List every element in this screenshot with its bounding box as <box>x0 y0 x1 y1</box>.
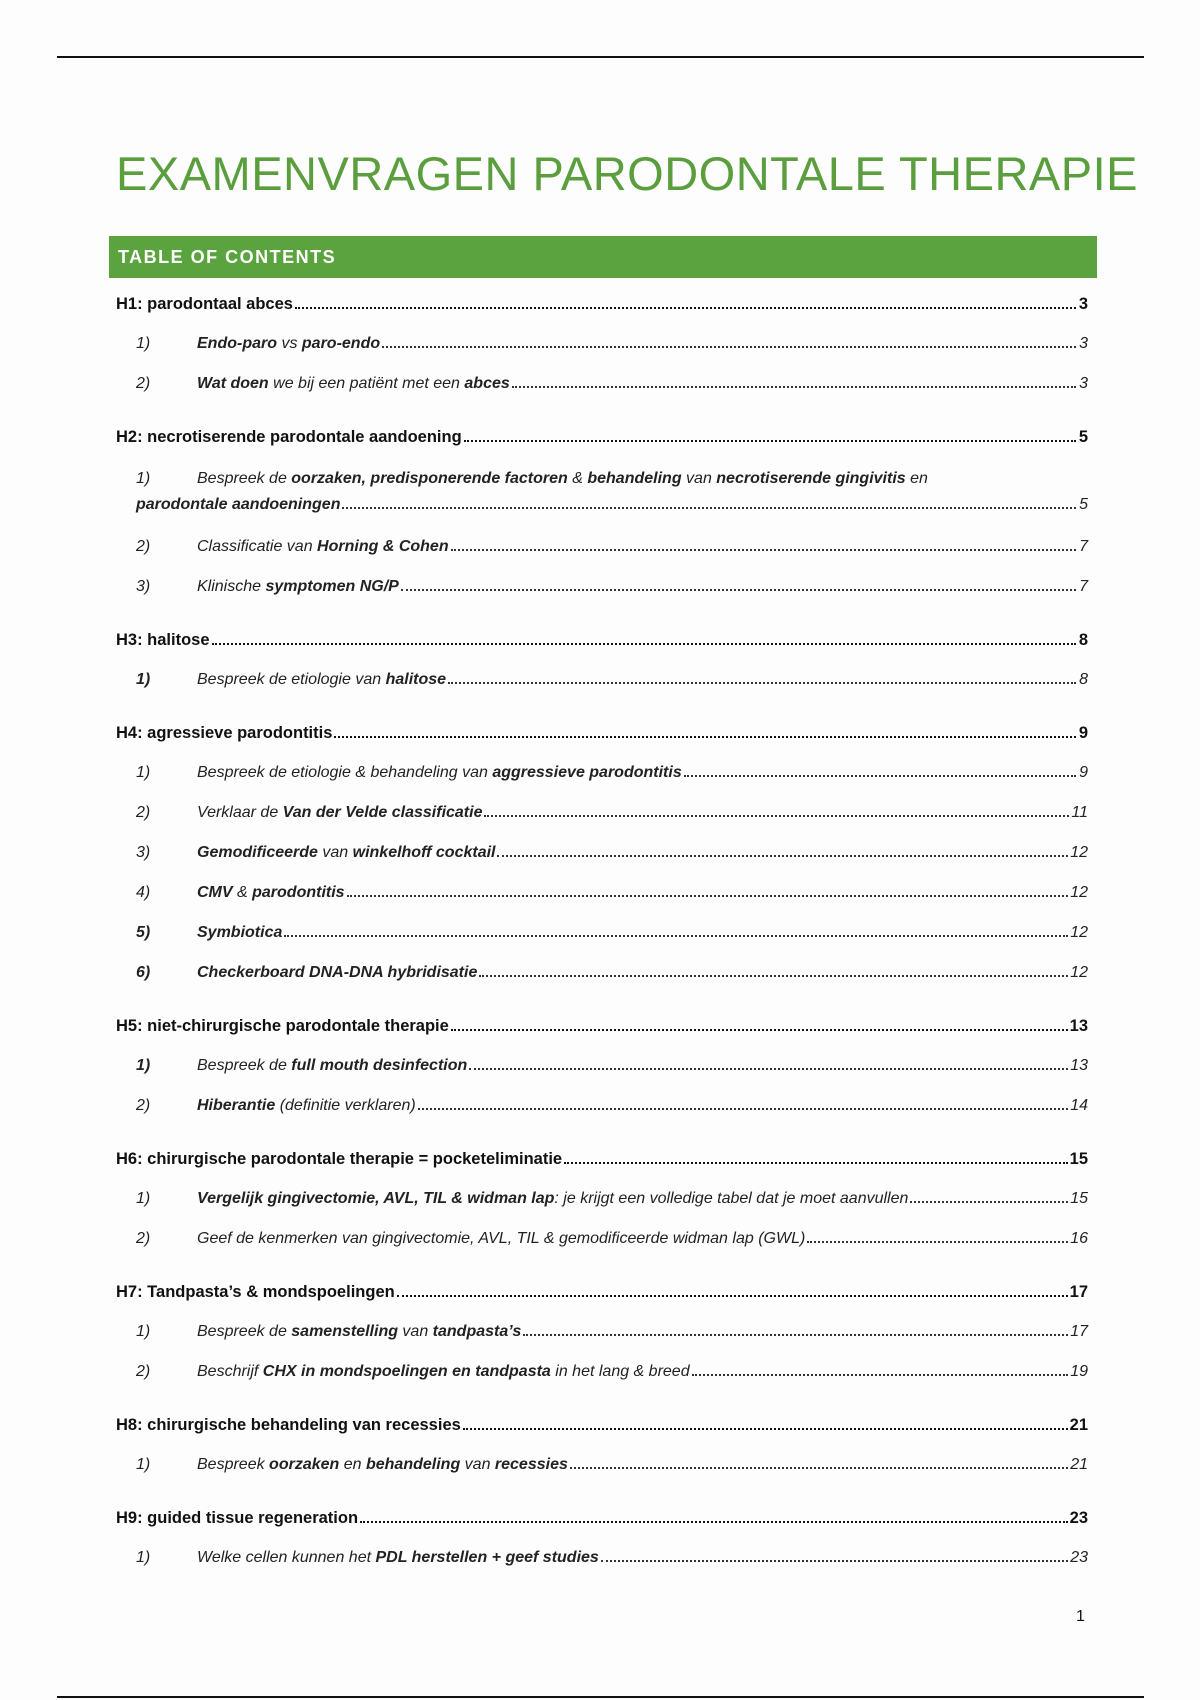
toc-text-part: Bespreek <box>197 1456 270 1473</box>
toc-leader-dots <box>295 306 1076 309</box>
toc-leader-dots <box>463 1427 1068 1430</box>
toc-chapter-entry[interactable] <box>116 1416 1088 1435</box>
toc-text-part: aggressieve parodontitis <box>492 764 682 781</box>
toc-item-number: 2) <box>136 375 151 392</box>
toc-item-number: 1) <box>136 335 151 352</box>
toc-page-number: 12 <box>1070 924 1088 941</box>
toc-leader-dots <box>469 1067 1068 1070</box>
toc-page-number: 21 <box>1069 1416 1088 1434</box>
toc-page-number: 8 <box>1079 671 1088 688</box>
toc-leader-dots <box>910 1200 1068 1203</box>
toc-leader-dots <box>212 642 1076 645</box>
toc-item-number: 1) <box>136 1549 151 1566</box>
toc-text-part: van <box>397 1323 433 1340</box>
toc-item-entry[interactable] <box>136 538 1088 556</box>
toc-chapter-label: H8: chirurgische behandeling van recessies <box>116 1416 461 1434</box>
toc-item-label <box>197 924 282 942</box>
toc-item-label <box>197 764 682 782</box>
toc-item-number: 2) <box>136 1097 151 1114</box>
toc-page-number: 12 <box>1070 844 1088 861</box>
toc-leader-dots <box>601 1559 1068 1562</box>
toc-item-entry[interactable] <box>136 884 1088 902</box>
toc-item-entry[interactable] <box>136 375 1088 393</box>
toc-item-entry[interactable] <box>136 1549 1088 1567</box>
toc-leader-dots <box>334 735 1076 738</box>
toc-page-number: 13 <box>1070 1057 1088 1074</box>
toc-page-number: 8 <box>1078 631 1088 649</box>
toc-item-number: 4) <box>136 884 151 901</box>
toc-text-part: Gemodificeerde <box>197 844 318 861</box>
toc-leader-dots <box>360 1520 1068 1523</box>
toc-leader-dots <box>564 1161 1068 1164</box>
toc-heading-text: TABLE OF CONTENTS <box>118 246 337 267</box>
toc-leader-dots <box>570 1466 1068 1469</box>
toc-item-label <box>197 578 399 596</box>
toc-text-part: Checkerboard DNA-DNA hybridisatie <box>197 964 478 981</box>
toc-text-part: & <box>567 470 588 487</box>
toc-text-part: we bij een patiënt met een <box>268 375 465 392</box>
toc-text-part: Bespreek de etiologie van <box>197 671 386 688</box>
toc-leader-dots <box>692 1373 1069 1376</box>
toc-item-entry[interactable] <box>136 671 1088 689</box>
toc-chapter-entry[interactable] <box>116 1509 1088 1528</box>
toc-text-part: Bespreek de etiologie & behandeling van <box>197 764 493 781</box>
toc-page-number: 7 <box>1079 578 1088 595</box>
toc-text-part: Classificatie van <box>197 538 318 555</box>
toc-page-number: 15 <box>1069 1150 1088 1168</box>
toc-text-part: recessies <box>494 1456 568 1473</box>
toc-heading <box>109 236 1097 278</box>
toc-item-label <box>197 671 446 689</box>
toc-item-number: 1) <box>136 764 151 781</box>
toc-item-entry[interactable] <box>136 335 1088 353</box>
toc-text-part: parodontitis <box>252 884 345 901</box>
toc-leader-dots <box>479 974 1068 977</box>
toc-text-part: behandeling <box>365 1456 461 1473</box>
toc-text-part: vs <box>277 335 302 352</box>
toc-item-number: 1) <box>136 1057 151 1074</box>
toc-page-number: 16 <box>1070 1230 1088 1247</box>
toc-leader-dots <box>401 588 1076 591</box>
toc-page-number: 23 <box>1069 1509 1088 1527</box>
toc-item-number: 3) <box>136 578 151 595</box>
toc-item-number: 1) <box>136 1190 151 1207</box>
toc-page-number: 15 <box>1070 1190 1088 1207</box>
toc-leader-dots <box>382 345 1076 348</box>
toc-item-entry[interactable] <box>136 964 1088 982</box>
toc-item-label <box>197 844 495 862</box>
toc-item-label <box>197 375 510 393</box>
toc-text-part: full mouth desinfection <box>291 1057 468 1074</box>
toc-item-entry[interactable] <box>136 1230 1088 1248</box>
toc-item-entry[interactable] <box>136 496 1088 514</box>
toc-item-number: 2) <box>136 538 151 555</box>
toc-item-number: 2) <box>136 1230 151 1247</box>
toc-leader-dots <box>464 439 1076 442</box>
toc-text-part: van <box>317 844 353 861</box>
toc-item-number: 1) <box>136 671 151 688</box>
toc-chapter-entry[interactable] <box>116 1150 1088 1169</box>
toc-text-part: Klinische <box>197 578 266 595</box>
toc-item-number: 2) <box>136 804 151 821</box>
toc-text-part: Beschrijf <box>197 1363 263 1380</box>
toc-item-first-line <box>136 470 928 488</box>
toc-page-number: 17 <box>1070 1323 1088 1340</box>
toc-item-label <box>197 1230 805 1248</box>
toc-item-entry[interactable] <box>136 764 1088 782</box>
toc-leader-dots <box>342 506 1076 509</box>
toc-item-number: 5) <box>136 924 151 941</box>
toc-page-number: 14 <box>1070 1097 1088 1114</box>
toc-item-entry[interactable] <box>136 1190 1088 1208</box>
toc-page-number: 3 <box>1079 335 1088 352</box>
toc-text-part: paro-endo <box>301 335 381 352</box>
toc-leader-dots <box>418 1107 1068 1110</box>
toc-text-part: symptomen NG/P <box>265 578 399 595</box>
toc-chapter-label: H9: guided tissue regeneration <box>116 1509 359 1527</box>
toc-page-number: 11 <box>1071 804 1088 821</box>
toc-text-part: Hiberantie <box>197 1097 276 1114</box>
toc-item-label <box>197 1456 568 1474</box>
toc-item-number: 1) <box>136 470 151 487</box>
toc-leader-dots <box>684 774 1076 777</box>
toc-leader-dots <box>284 934 1068 937</box>
toc-item-entry[interactable] <box>136 578 1088 596</box>
toc-leader-dots <box>397 1294 1068 1297</box>
toc-text-part: Van der Velde classificatie <box>282 804 483 821</box>
toc-text-part: CHX in mondspoelingen en tandpasta <box>262 1363 551 1380</box>
toc-page-number: 5 <box>1079 496 1088 513</box>
toc-chapter-entry[interactable] <box>116 295 1088 314</box>
toc-chapter-entry[interactable] <box>116 724 1088 743</box>
toc-text-part: en <box>339 1456 366 1473</box>
toc-page-number: 9 <box>1079 764 1088 781</box>
toc-item-label <box>197 964 477 982</box>
toc-item-entry[interactable] <box>136 804 1088 822</box>
top-rule <box>57 56 1144 58</box>
toc-item-label <box>197 1363 690 1381</box>
toc-page-number: 21 <box>1070 1456 1088 1473</box>
toc-text-part: in het lang & breed <box>550 1363 690 1380</box>
toc-item-entry[interactable] <box>136 1057 1088 1075</box>
toc-item-label <box>197 1549 599 1567</box>
toc-chapter-entry[interactable] <box>116 1283 1088 1302</box>
toc-leader-dots <box>497 854 1068 857</box>
toc-text-part: tandpasta’s <box>432 1323 522 1340</box>
toc-item-label <box>197 1323 521 1341</box>
toc-text-part: Bespreek de <box>197 1323 292 1340</box>
toc-chapter-label: H2: necrotiserende parodontale aandoening <box>116 428 462 446</box>
toc-text-part: CMV <box>197 884 233 901</box>
toc-item-label <box>197 884 345 902</box>
toc-page-number: 3 <box>1079 375 1088 392</box>
toc-text-part: van <box>460 1456 495 1473</box>
toc-chapter-label: H7: Tandpasta’s & mondspoelingen <box>116 1283 395 1301</box>
toc-item-label <box>136 496 340 514</box>
toc-item-label <box>197 1190 908 1208</box>
toc-text-part: Endo-paro <box>197 335 277 352</box>
toc-chapter-entry[interactable] <box>116 631 1088 650</box>
toc-leader-dots <box>451 1028 1068 1031</box>
toc-text-part: & <box>232 884 253 901</box>
toc-text-part: PDL herstellen + geef studies <box>375 1549 599 1566</box>
toc-leader-dots <box>347 894 1069 897</box>
toc-text-part: oorzaken, predisponerende factoren <box>291 470 568 487</box>
toc-item-number: 2) <box>136 1363 151 1380</box>
toc-page-number: 9 <box>1078 724 1088 742</box>
toc-page-number: 13 <box>1069 1017 1088 1035</box>
toc-item-entry[interactable] <box>136 844 1088 862</box>
toc-leader-dots <box>448 681 1076 684</box>
toc-chapter-label: H1: parodontaal abces <box>116 295 293 313</box>
toc-item-label <box>197 538 449 556</box>
toc-chapter-entry[interactable] <box>116 428 1088 447</box>
toc-chapter-entry[interactable] <box>116 1017 1088 1036</box>
toc-text-part: Symbiotica <box>197 924 283 941</box>
toc-item-entry[interactable] <box>136 1323 1088 1341</box>
toc-page-number: 12 <box>1070 964 1088 981</box>
toc-item-number: 3) <box>136 844 151 861</box>
toc-text-part: winkelhoff cocktail <box>352 844 496 861</box>
toc-leader-dots <box>807 1240 1068 1243</box>
toc-text-part: halitose <box>385 671 447 688</box>
toc-page-number: 17 <box>1069 1283 1088 1301</box>
toc-text-part: necrotiserende gingivitis <box>716 470 906 487</box>
toc-chapter-label: H3: halitose <box>116 631 210 649</box>
toc-chapter-label: H5: niet-chirurgische parodontale therapie <box>116 1017 449 1035</box>
toc-text-part: Welke cellen kunnen het <box>197 1549 376 1566</box>
toc-text-part: Geef de kenmerken van gingivectomie, AVL, TIL & gemodificeerde widman lap (GWL) <box>197 1230 806 1247</box>
toc-chapter-label: H4: agressieve parodontitis <box>116 724 333 742</box>
toc-item-label <box>197 804 482 822</box>
toc-page-number: 3 <box>1078 295 1088 313</box>
toc-text-part: parodontale aandoeningen <box>136 496 341 513</box>
toc-item-entry[interactable] <box>136 924 1088 942</box>
toc-item-number: 6) <box>136 964 151 981</box>
toc-text-part: en <box>905 470 928 487</box>
toc-item-label <box>197 1097 416 1115</box>
toc-chapter-label: H6: chirurgische parodontale therapie = pocketeliminatie <box>116 1150 563 1168</box>
toc-leader-dots <box>451 548 1076 551</box>
toc-text-part: oorzaken <box>269 1456 340 1473</box>
toc-page-number: 5 <box>1078 428 1088 446</box>
toc-leader-dots <box>523 1333 1068 1336</box>
toc-text-part: behandeling <box>587 470 682 487</box>
toc-text-part: Verklaar de <box>197 804 283 821</box>
toc-page-number: 12 <box>1070 884 1088 901</box>
toc-text-part: Bespreek de <box>197 1057 292 1074</box>
toc-text-part: Vergelijk gingivectomie, AVL, TIL & widman lap <box>197 1190 555 1207</box>
toc-leader-dots <box>484 814 1069 817</box>
toc-item-entry[interactable] <box>136 1097 1088 1115</box>
document-title: EXAMENVRAGEN PARODONTALE THERAPIE <box>116 147 1138 200</box>
toc-item-number: 1) <box>136 1323 151 1340</box>
toc-item-entry[interactable] <box>136 1456 1088 1474</box>
toc-item-number: 1) <box>136 1456 151 1473</box>
toc-item-entry[interactable] <box>136 1363 1088 1381</box>
toc-text-part: (definitie verklaren) <box>275 1097 416 1114</box>
toc-page-number: 19 <box>1070 1363 1088 1380</box>
toc-page-number: 7 <box>1079 538 1088 555</box>
toc-leader-dots <box>512 385 1076 388</box>
page-number: 1 <box>1076 1608 1085 1625</box>
toc-item-label <box>197 335 380 353</box>
bottom-rule <box>57 1696 1144 1698</box>
toc-text-part: van <box>681 470 717 487</box>
toc-text-part: samenstelling <box>291 1323 398 1340</box>
toc-text-part: : je krijgt een volledige tabel dat je moet aanvullen <box>554 1190 909 1207</box>
toc-text-part: abces <box>464 375 510 392</box>
toc-page-number: 23 <box>1070 1549 1088 1566</box>
toc-text-part: Wat doen <box>197 375 269 392</box>
toc-text-part: Bespreek de <box>197 470 292 487</box>
toc-item-label <box>197 1057 467 1075</box>
toc-text-part: Horning & Cohen <box>317 538 449 555</box>
